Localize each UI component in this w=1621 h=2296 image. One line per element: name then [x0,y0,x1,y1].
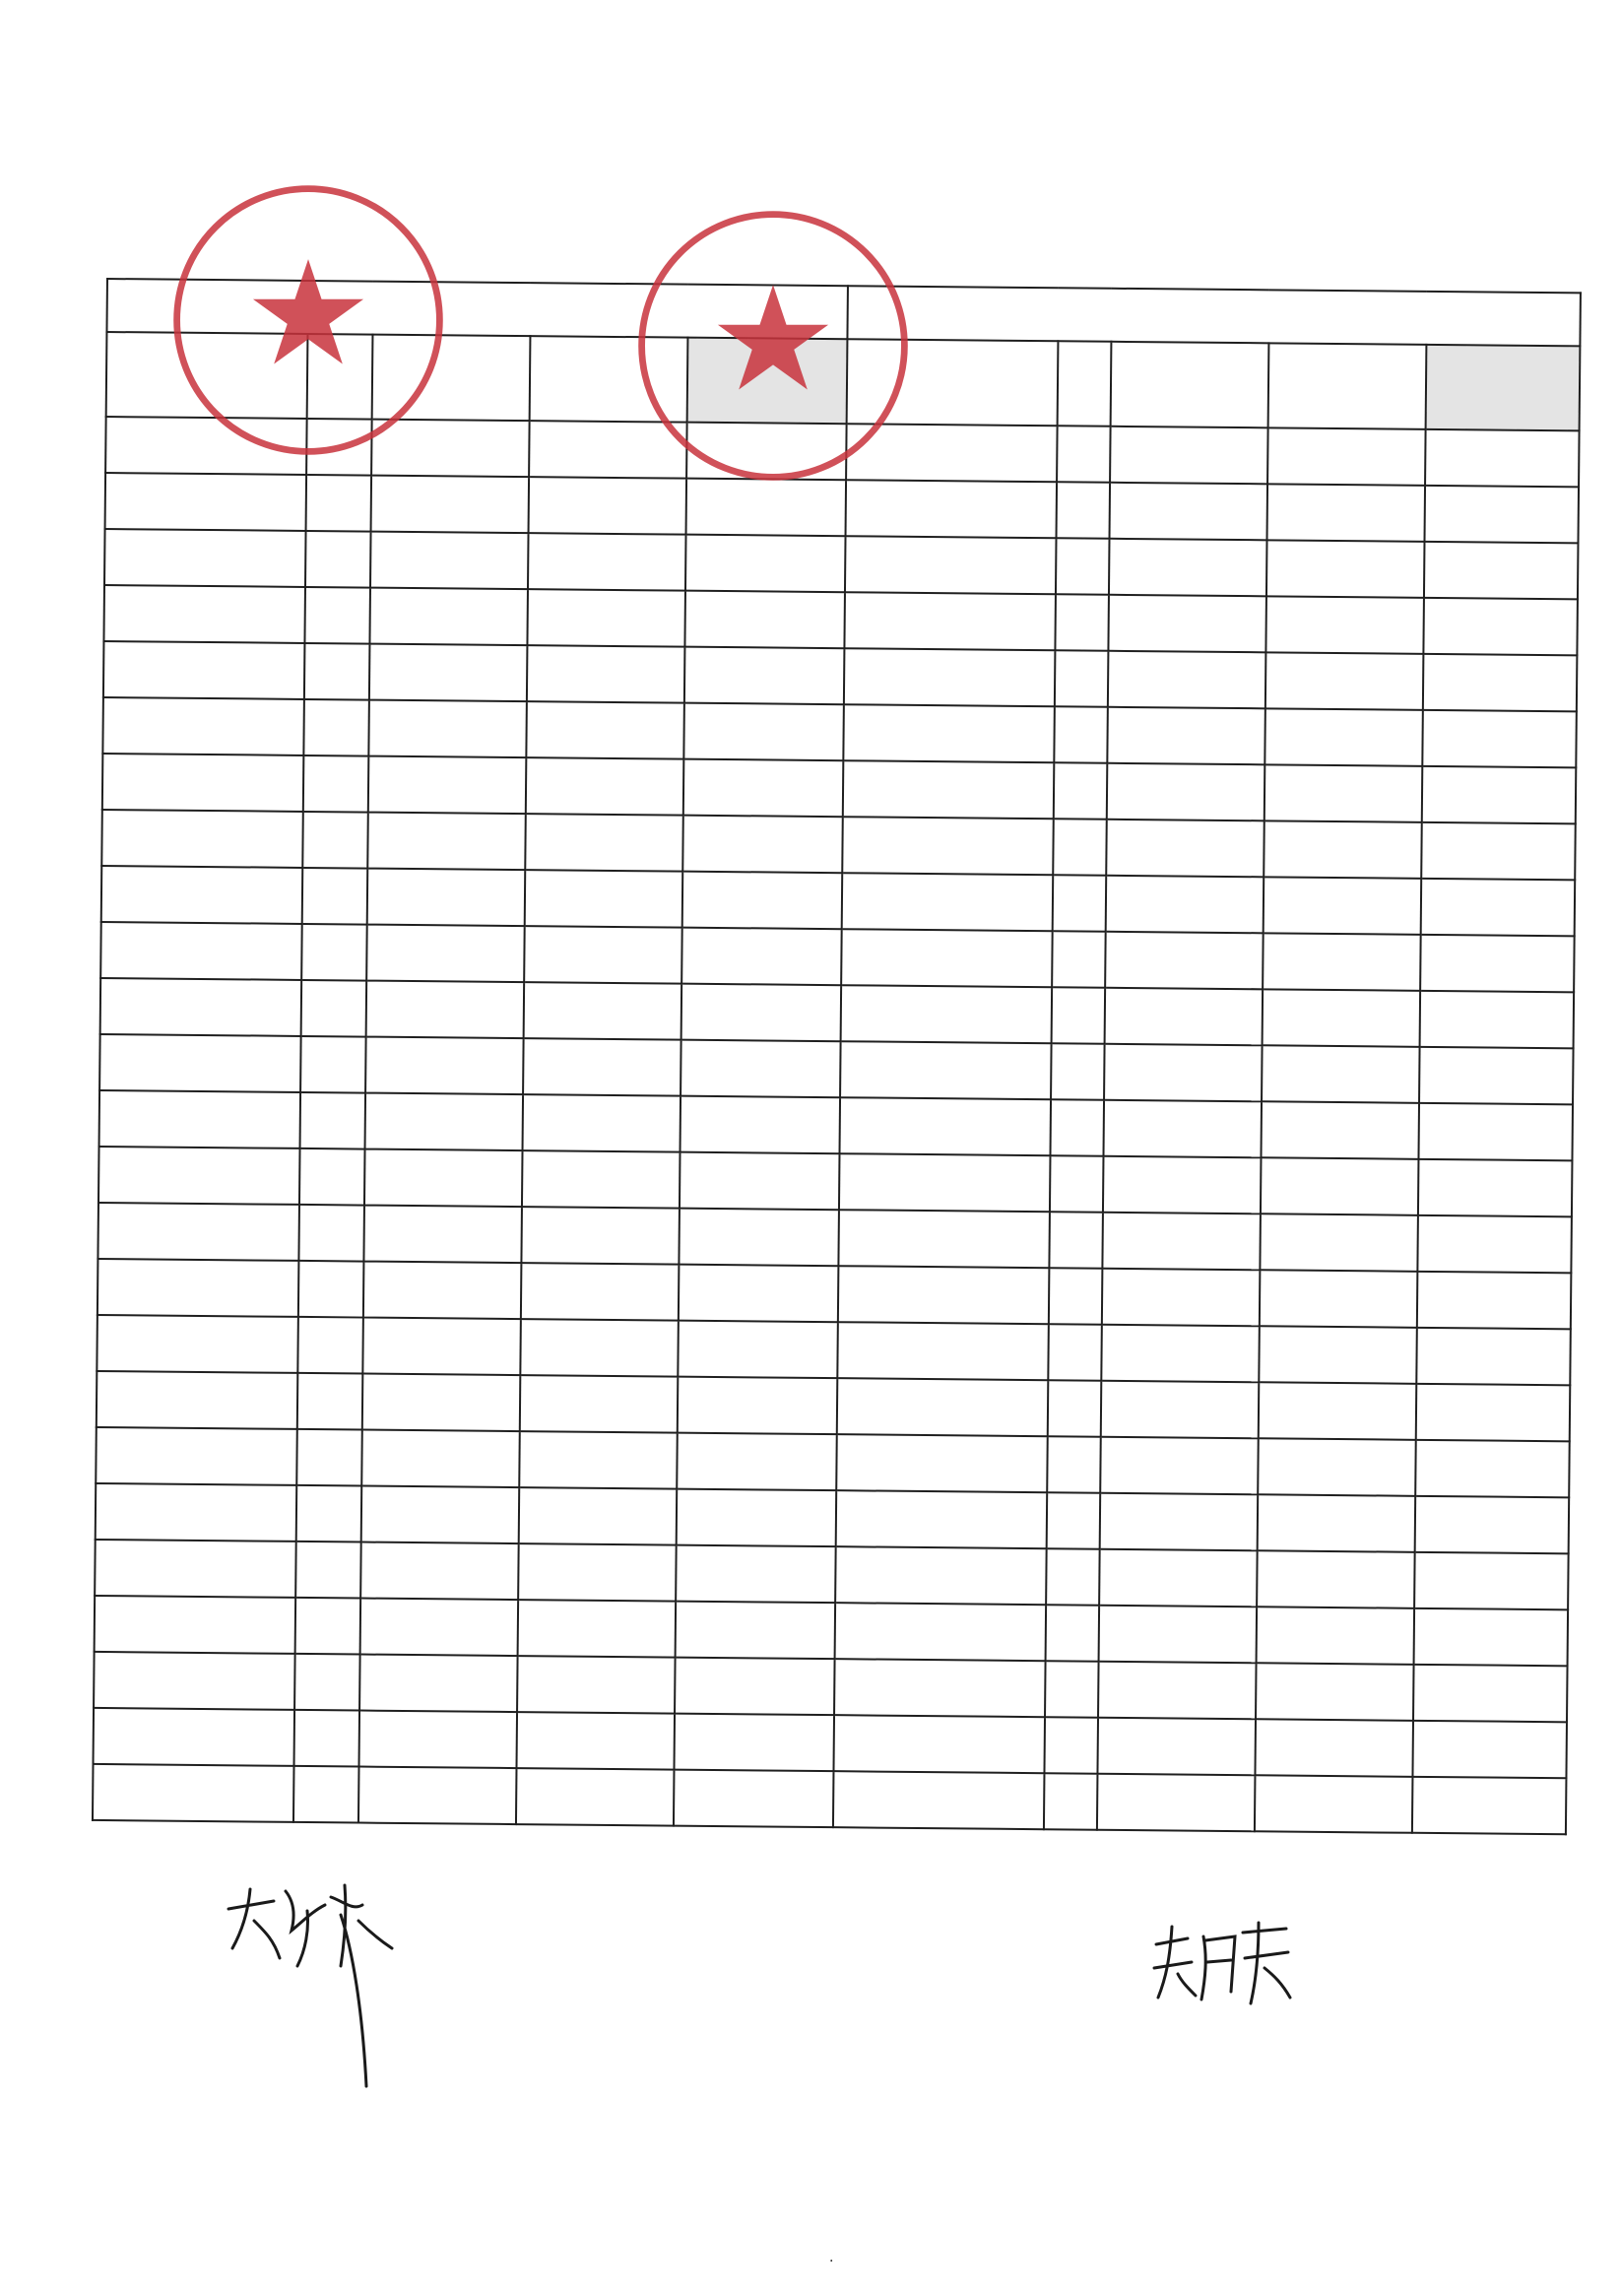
asset-label [101,866,303,924]
liability-label [842,873,1054,931]
liability-end-value [1104,1100,1263,1158]
asset-change-value [683,759,844,818]
liability-seq [1050,1155,1104,1213]
asset-seq [299,1148,365,1206]
asset-label [103,641,305,699]
liability-change-value [1414,1608,1569,1666]
asset-end-value [359,1711,518,1769]
asset-end-value [365,1037,524,1095]
asset-begin-value [527,589,685,647]
asset-label [99,1034,301,1092]
liability-begin-value [1264,764,1423,822]
liability-end-value [1103,1156,1262,1214]
asset-seq [301,924,367,981]
liability-change-value [1420,991,1575,1048]
liability-label [838,1210,1050,1268]
liability-seq [1057,426,1111,483]
asset-change-value [683,703,844,761]
asset-begin-value [525,814,683,872]
liability-change-value [1423,598,1578,655]
liability-end-value [1099,1606,1258,1664]
asset-end-value [368,700,527,758]
asset-begin-value [524,982,682,1040]
asset-seq [296,1429,362,1486]
asset-begin-value [527,645,685,703]
liability-seq [1049,1268,1103,1325]
asset-seq [306,475,372,532]
asset-change-value [681,1040,841,1098]
asset-change-value [678,1321,838,1379]
liability-begin-value [1257,1607,1415,1665]
liability-seq [1051,1043,1105,1100]
asset-label [96,1427,297,1485]
asset-seq [297,1317,363,1374]
asset-label [97,1371,298,1429]
asset-change-value [679,1265,839,1323]
asset-label [100,922,302,980]
liability-seq [1048,1324,1102,1381]
asset-label [101,810,303,868]
asset-label [103,585,305,643]
asset-begin-value [520,1319,679,1377]
liability-label [839,1153,1051,1212]
asset-change-value [684,647,845,705]
asset-end-value [360,1542,519,1601]
maker-signature [1148,1919,1296,2007]
liability-begin-value [1261,1157,1419,1215]
asset-end-value [362,1318,521,1376]
liability-end-value [1100,1437,1259,1495]
asset-label [100,978,302,1036]
liability-change-value [1418,1103,1573,1160]
asset-end-value [371,476,530,534]
liability-seq [1046,1605,1100,1662]
asset-label [93,1764,294,1822]
liability-end-value [1109,539,1267,597]
liability-label [836,1434,1048,1492]
asset-label [97,1315,298,1373]
liability-end-value [1107,707,1265,765]
liability-end-value [1108,595,1266,653]
header-liab-seq [1058,341,1112,426]
asset-seq [295,1542,361,1599]
asset-seq [305,531,371,588]
liability-begin-value [1258,1438,1416,1496]
liability-change-value [1418,1159,1573,1216]
liability-change-value [1423,654,1578,711]
liability-seq [1045,1661,1099,1718]
liability-label [843,704,1055,762]
asset-label [97,1203,299,1261]
asset-begin-value [528,533,686,591]
liability-end-value [1107,763,1265,821]
liability-label [833,1771,1045,1829]
liability-label [837,1322,1049,1380]
liability-end-value [1100,1493,1259,1551]
liability-label [835,1546,1047,1605]
asset-seq [303,699,369,756]
liability-end-value [1097,1774,1256,1832]
asset-begin-value [518,1543,677,1602]
liability-begin-value [1267,484,1426,542]
liability-begin-value [1267,427,1426,486]
asset-end-value [360,1599,519,1657]
liability-label [837,1378,1049,1436]
liability-label [841,929,1053,987]
liability-label [846,480,1058,538]
asset-end-value [361,1430,520,1488]
asset-seq [304,643,370,700]
asset-seq [304,587,370,644]
liability-begin-value [1265,596,1424,654]
asset-change-value [676,1602,836,1660]
asset-begin-value [516,1712,675,1770]
asset-end-value [358,1767,517,1825]
liability-change-value [1425,429,1580,487]
liability-change-value [1413,1665,1568,1722]
liability-seq [1044,1717,1098,1774]
asset-label [96,1483,297,1542]
liability-label [842,817,1054,875]
liability-begin-value [1259,1326,1417,1384]
liability-end-value [1101,1381,1260,1439]
stamp-community-committee [165,177,451,463]
liability-change-value [1416,1328,1571,1385]
asset-end-value [362,1374,521,1432]
asset-change-value [678,1377,838,1435]
asset-change-value [680,1152,840,1211]
asset-change-value [677,1489,837,1547]
asset-end-value [367,813,526,871]
liability-change-value [1414,1552,1569,1609]
asset-begin-value [520,1375,679,1433]
liability-begin-value [1259,1382,1417,1440]
asset-end-value [363,1206,522,1264]
liability-begin-value [1261,1101,1419,1159]
liability-end-value [1099,1549,1258,1607]
liability-change-value [1420,935,1575,992]
asset-begin-value [521,1207,680,1265]
asset-seq [294,1710,360,1767]
asset-end-value [366,925,525,983]
liability-end-value [1110,483,1268,541]
liability-begin-value [1258,1494,1416,1552]
liability-seq [1046,1548,1100,1606]
asset-seq [302,812,368,869]
liability-begin-value [1256,1663,1414,1721]
header-liab-change [1426,345,1581,430]
asset-begin-value [524,926,682,984]
header-liab-end [1111,342,1269,428]
liability-begin-value [1264,877,1422,935]
liability-end-value [1108,651,1266,709]
liability-end-value [1101,1325,1260,1383]
liability-begin-value [1263,933,1421,991]
asset-change-value [681,1096,841,1154]
liability-seq [1055,650,1109,707]
asset-change-value [681,928,842,986]
liability-begin-value [1264,708,1423,766]
liability-end-value [1106,820,1264,878]
asset-seq [294,1654,360,1711]
asset-label [99,1090,301,1148]
asset-end-value [363,1262,522,1320]
header-liab-begin [1268,343,1427,429]
liability-seq [1054,706,1108,763]
asset-begin-value [519,1431,678,1489]
asset-seq [293,1766,359,1823]
liability-end-value [1097,1718,1256,1776]
liability-change-value [1416,1384,1571,1441]
asset-end-value [367,869,526,927]
liability-label [840,1097,1052,1155]
asset-seq [301,980,367,1037]
asset-change-value [684,591,845,649]
asset-begin-value [521,1263,680,1321]
asset-label [102,754,304,812]
liability-label [838,1266,1050,1324]
responsible-signature [215,1871,402,2088]
liability-seq [1049,1212,1103,1269]
liability-change-value [1424,542,1579,599]
asset-begin-value [522,1150,681,1209]
liability-begin-value [1263,989,1421,1047]
asset-change-value [674,1714,834,1772]
asset-end-value [369,644,528,702]
asset-change-value [682,816,843,874]
asset-seq [300,1036,366,1093]
liability-change-value [1422,766,1577,823]
asset-change-value [685,535,846,593]
asset-begin-value [525,870,683,928]
liability-seq [1054,762,1108,820]
asset-end-value [370,532,529,590]
liability-end-value [1110,426,1268,485]
page-mark: · [829,2254,834,2269]
asset-begin-value [517,1656,676,1714]
asset-end-value [368,756,527,815]
liability-end-value [1104,1044,1263,1102]
asset-change-value [677,1433,837,1491]
liability-label [833,1715,1045,1773]
asset-label [105,473,307,531]
asset-end-value [359,1655,518,1713]
liability-change-value [1422,710,1577,767]
asset-change-value [682,872,843,930]
asset-label [98,1147,300,1205]
asset-begin-value [519,1487,678,1545]
liability-seq [1052,987,1106,1044]
asset-change-value [674,1770,834,1828]
asset-begin-value [526,701,684,759]
asset-seq [298,1205,364,1262]
asset-label [94,1708,295,1766]
asset-seq [297,1373,363,1430]
liability-begin-value [1255,1775,1413,1833]
liability-label [843,760,1055,819]
liability-change-value [1415,1496,1570,1553]
asset-label [102,697,304,755]
asset-begin-value [523,1094,681,1152]
stamp-finance-station [630,203,916,489]
asset-end-value [364,1149,523,1208]
asset-end-value [366,981,525,1039]
liability-seq [1053,819,1107,876]
liability-label [841,985,1053,1043]
asset-seq [296,1485,362,1542]
asset-seq [295,1598,361,1655]
asset-change-value [681,984,842,1042]
liability-change-value [1417,1215,1572,1273]
asset-seq [302,868,368,925]
asset-change-value [679,1209,839,1267]
liability-begin-value [1260,1270,1418,1328]
liability-seq [1052,931,1106,988]
liability-begin-value [1255,1719,1413,1777]
asset-begin-value [516,1768,675,1826]
asset-seq [303,755,369,813]
liability-change-value [1415,1440,1570,1497]
asset-begin-value [523,1038,681,1096]
liability-seq [1056,538,1110,595]
liability-change-value [1421,822,1576,880]
asset-label [104,529,306,587]
liability-seq [1051,1099,1105,1156]
liability-seq [1047,1436,1101,1493]
liability-label [835,1603,1047,1661]
liability-seq [1048,1380,1102,1437]
liability-change-value [1412,1721,1567,1778]
liability-seq [1053,875,1107,932]
asset-end-value [369,588,528,646]
liabilities-section-header [847,286,1580,346]
liability-begin-value [1265,652,1424,710]
liability-seq [1055,594,1109,651]
liability-change-value [1419,1047,1574,1104]
liability-label [840,1041,1052,1099]
asset-begin-value [526,757,684,816]
liability-end-value [1098,1662,1257,1720]
asset-label [97,1259,299,1317]
liability-end-value [1105,988,1264,1046]
liability-end-value [1102,1213,1261,1271]
liability-label [834,1659,1046,1717]
asset-label [95,1540,296,1598]
asset-change-value [676,1545,836,1604]
liability-seq [1057,482,1111,539]
asset-label [95,1596,296,1654]
liability-begin-value [1262,1045,1420,1103]
liability-end-value [1105,932,1264,990]
liability-label [845,536,1057,594]
liability-end-value [1102,1269,1261,1327]
liability-change-value [1417,1272,1572,1329]
balance-sheet-table [92,278,1582,1835]
liability-begin-value [1260,1214,1418,1272]
asset-begin-value [518,1600,677,1658]
asset-label [94,1652,295,1710]
asset-change-value [675,1658,835,1716]
liability-label [844,592,1056,650]
liability-label [844,648,1056,706]
liability-begin-value [1264,820,1422,879]
liability-change-value [1412,1777,1567,1834]
liability-seq [1044,1773,1098,1830]
liability-begin-value [1257,1550,1415,1608]
liability-end-value [1106,876,1264,934]
asset-seq [300,1092,366,1149]
asset-end-value [365,1093,524,1151]
liability-label [836,1490,1048,1548]
liability-change-value [1421,879,1576,936]
asset-end-value [361,1486,520,1544]
asset-seq [298,1261,364,1318]
liability-begin-value [1266,540,1425,598]
liability-change-value [1425,486,1580,543]
liability-seq [1047,1492,1101,1549]
